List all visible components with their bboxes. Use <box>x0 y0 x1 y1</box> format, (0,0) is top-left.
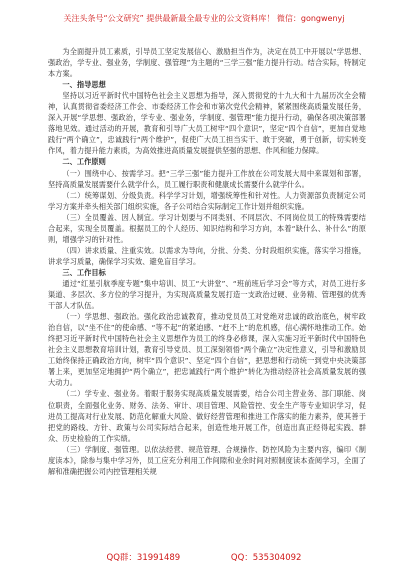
section-heading: 三、工作目标 <box>62 267 106 277</box>
body-paragraph: 为全面提升员工素质，引导员工坚定发展信心、激励担当作为，决定在员工中开展以“学思想、强政治，学专业、强业务，学制度、强管理”为主题的“三学三强”能力提升行动。结合实际，特制定本方案。 <box>48 47 366 79</box>
section-heading: 二、工作原则 <box>62 157 106 167</box>
body-paragraph: 坚持以习近平新时代中国特色社会主义思想为指导，深入贯彻党的十九大和十九届历次全会精神，认真贯彻省委经济工作会、市委经济工作会和市第次党代会精神，紧紧围绕高质量发展任务，深入开展“学思想、强政治，学专业、强业务，学制度、强管理”能力提升行动，确保各项决策部署落地见效。通过活动的开展，教育和引导广大员工树牢“四个意识”，坚定“四个自信”，更加自觉地践行“两个确立”，忠诚践行“两个维护”，促使广大员工担当实干、敢于突破，勇于创新，切实转变作风，着力提升能力素质，为高效推进高质量发展提供坚强的思想、作风和能力保障。 <box>48 91 366 156</box>
promo-banner: 关注头条号“公文研究” 提供最新最全最专业的公文资料库！ 微信：gongwenyj <box>63 14 345 23</box>
body-paragraph: （一）围绕中心、按需学习。把“三学三强”能力提升工作放在公司发展大局中来谋划和部署，坚持高质量发展需要什么就学什么，员工履行职责和健康成长需要什么就学什么。 <box>48 168 366 189</box>
body-paragraph: （四）讲求质量、注重实效。以需求为导向，分批、分类、分时段组织实施，落实学习措施，讲求学习质量，确保学习实效、避免盲目学习。 <box>48 245 366 266</box>
body-paragraph: 通过“红星引航季度专题”集中培训、员工“大讲堂”、“班前班后学习会”等方式，对员工进行多渠道、多层次、多方位的学习提升，为实现高质量发展打造一支政治过硬、业务精、管理强的优秀干部人才队伍。 <box>48 278 366 311</box>
body-paragraph: （二）学专业、强业务。着眼于服务实现高质量发展需要，结合公司主营业务、部门职能、岗位职责，全面强化业务、财务、法务、审计、项目管理、风险管控、安全生产等专业知识学习，促进员工提高对行业发展、防范化解重大风险、做好经营管理和推进工作落实的能力素养，使其善于把党的路线、方针、政策与公司实际结合起来，创造性地开展工作，创造出真正经得起实践、群众、历史检验的工作实绩。 <box>48 389 366 443</box>
body-paragraph: （三）学制度、强管理。以依法经营、规范管理、合规操作、防控风险为主要内容，编印《制度读本》，除参与集中学习外，员工应充分利用工作间隙和业余时间对照制度读本查阅学习，全面了解和准确把握公司内控管理相关规 <box>48 444 366 476</box>
qq-number: QQ：535304092 <box>230 553 302 563</box>
qq-group-number: QQ群：31991489 <box>106 553 181 563</box>
body-paragraph: （三）全员覆盖、因人制宜。学习计划要与不同类别、不同层次、不同岗位员工的特殊需要结合起来，实现全员覆盖。根据员工的个人经历、知识结构和学习方向，本着“缺什么、补什么”的原则，增强学习的针对性。 <box>48 212 366 244</box>
body-paragraph: （一）学思想、强政治。强化政治忠诚教育，推动党员员工对党绝对忠诚的政治底色，树牢政治自信，以“坐不住”的使命感、“等不起”的紧迫感、“赶不上”的危机感，信心满怀地推动工作。始终把习近平新时代中国特色社会主义思想作为员工的终身必修课，深入实施习近平新时代中国特色社会主义思想教育培训计划，教育引导党员、员工深刻领悟“两个确立”决定性意义，引导和激励员工始终保持正确政治方向，树牢“四个意识”、坚定“四个自信”，把思想和行动统一到党中央决策部署上来，更加坚定地拥护“两个确立”，把忠诚践行“两个维护”转化为推动经济社会高质量发展的强大动力。 <box>48 312 366 388</box>
section-heading: 一、指导思想 <box>62 80 106 90</box>
body-paragraph: （二）统筹谋划、分级负责。科学学习计划，增强统筹性和针对性。人力资源部负责制定公司学习方案并牵头相关部门组织实施，各子公司结合实际制定工作计划并组织实施。 <box>48 190 366 211</box>
contact-footer <box>0 553 408 564</box>
document-body <box>48 46 366 477</box>
